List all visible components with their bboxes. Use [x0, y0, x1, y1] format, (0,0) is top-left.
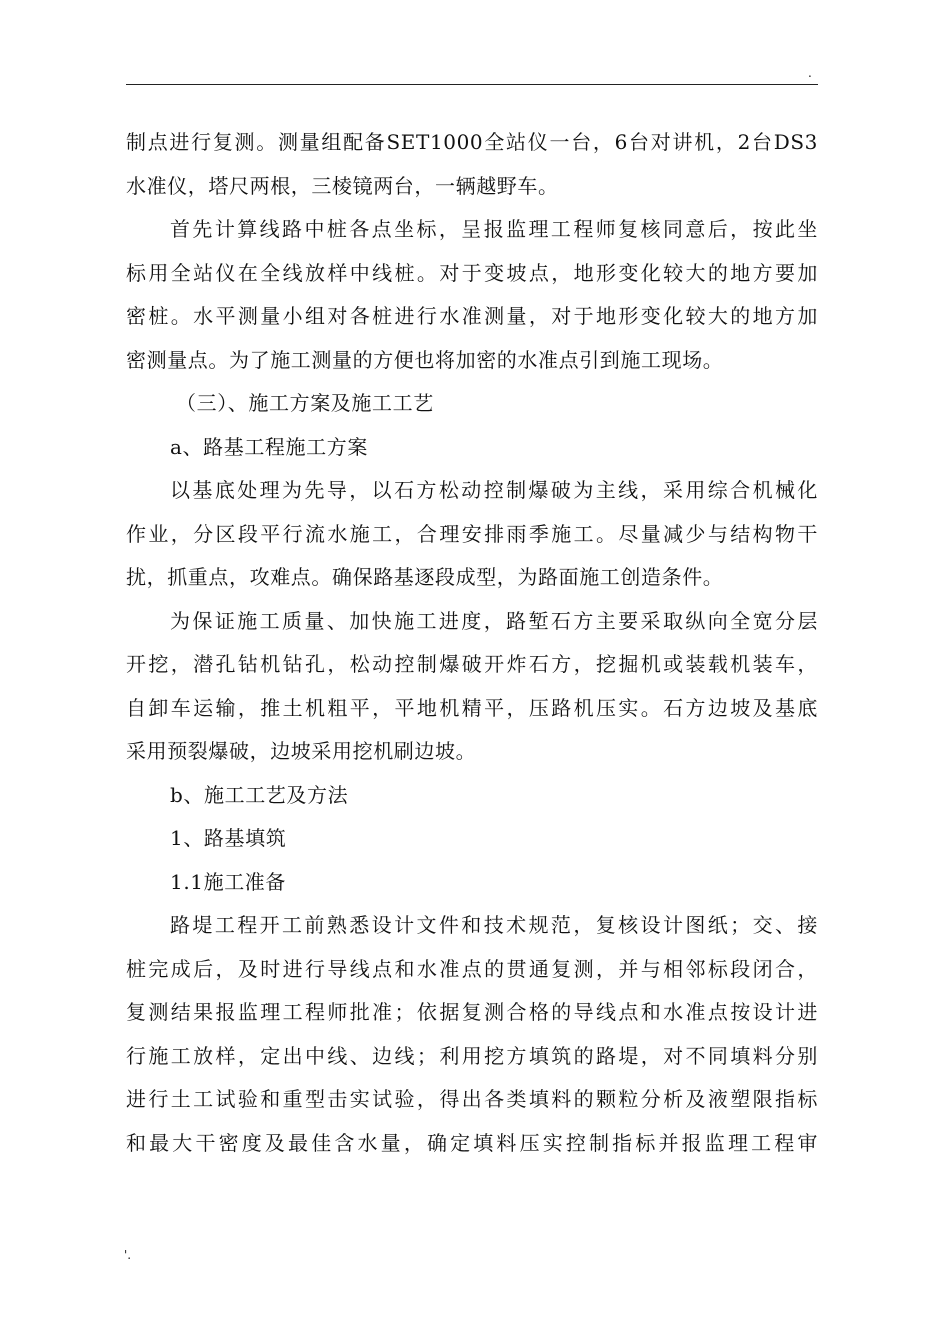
text-line: 和最大干密度及最佳含水量，确定填料压实控制指标并报监理工程审: [126, 1130, 818, 1155]
footer-mark: '.: [124, 1248, 132, 1262]
text-line: 路堤工程开工前熟悉设计文件和技术规范，复核设计图纸；交、接: [170, 913, 818, 937]
text-line: 桩完成后，及时进行导线点和水准点的贯通复测，并与相邻标段闭合，: [126, 956, 818, 981]
text-line: 以基底处理为先导，以石方松动控制爆破为主线，采用综合机械化: [170, 478, 818, 502]
text-line: 采用预裂爆破，边坡采用挖机刷边坡。: [126, 739, 477, 763]
text-line: 行施工放样，定出中线、边线；利用挖方填筑的路堤，对不同填料分别: [126, 1043, 818, 1068]
text-line: 1、路基填筑: [170, 826, 287, 850]
text-line: 自卸车运输，推土机粗平，平地机精平，压路机压实。石方边坡及基底: [126, 695, 818, 720]
text-line: （三）、施工方案及施工工艺: [176, 391, 434, 415]
text-line: 首先计算线路中桩各点坐标，呈报监理工程师复核同意后，按此坐: [170, 217, 818, 241]
text-line: 制点进行复测。测量组配备SET1000全站仪一台，6台对讲机，2台DS3: [126, 130, 818, 154]
text-line: 作业，分区段平行流水施工，合理安排雨季施工。尽量减少与结构物干: [126, 521, 818, 546]
text-line: a、路基工程施工方案: [170, 434, 368, 459]
header-rule: [126, 84, 818, 85]
text-line: 复测结果报监理工程师批准；依据复测合格的导线点和水准点按设计进: [126, 1000, 818, 1024]
text-line: 标用全站仪在全线放样中线桩。对于变坡点，地形变化较大的地方要加: [126, 260, 818, 285]
header-mark: .: [808, 66, 812, 80]
text-line: 扰，抓重点，攻难点。确保路基逐段成型，为路面施工创造条件。: [126, 565, 724, 589]
text-line: 密桩。水平测量小组对各桩进行水准测量，对于地形变化较大的地方加: [126, 304, 818, 328]
text-line: 开挖，潜孔钻机钻孔，松动控制爆破开炸石方，挖掘机或装载机装车，: [126, 652, 818, 676]
text-line: b、施工工艺及方法: [170, 782, 349, 807]
text-line: 密测量点。为了施工测量的方便也将加密的水准点引到施工现场。: [126, 347, 724, 372]
text-line: 水准仪，塔尺两根，三棱镜两台，一辆越野车。: [126, 173, 559, 198]
text-line: 1.1施工准备: [170, 869, 287, 894]
document-body: [126, 121, 818, 1165]
text-line: 进行土工试验和重型击实试验，得出各类填料的颗粒分析及液塑限指标: [126, 1087, 818, 1111]
text-line: 为保证施工质量、加快施工进度，路堑石方主要采取纵向全宽分层: [170, 608, 818, 633]
